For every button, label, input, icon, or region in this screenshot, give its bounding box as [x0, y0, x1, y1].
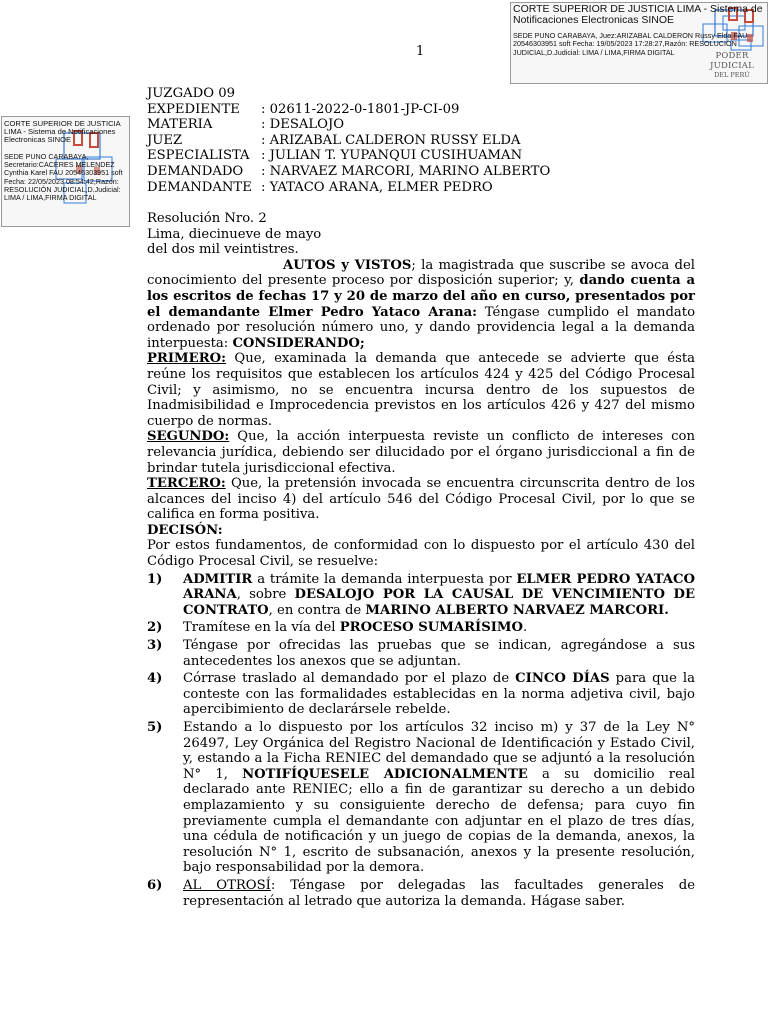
logo-line-1: PODER JUDICIAL	[710, 51, 754, 71]
header-value: : ARIZABAL CALDERON RUSSY ELDA	[261, 132, 521, 148]
considerando-label: SEGUNDO:	[147, 429, 230, 445]
header-label: DEMANDADO	[147, 163, 244, 179]
stamp-details: SEDE PUNO CARABAYA, Secretario:CACERES MELENDEZ Cynthia Karel FAU 20546303951 soft Fecha: 22/05/2023 08:54:42,Razón: RESOLUCIÓN JUDICIAL,D.Judicial: LIMA / LIMA,FIRMA DIGITAL	[4, 152, 123, 203]
considerando-heading: CONSIDERANDO;	[232, 335, 365, 351]
considerando-paragraph: TERCERO: Que, la pretensión invocada se encuentra circunscrita dentro de los alcances del inciso 4) del artículo 546 del Código Procesal Civil, por lo que se califica en forma positiva.	[147, 476, 695, 523]
court-name: JUZGADO 09	[147, 86, 235, 101]
item-number: 5)	[147, 720, 163, 735]
considerando-label: PRIMERO:	[147, 351, 227, 367]
header-value: : NARVAEZ MARCORI, MARINO ALBERTO	[261, 163, 551, 179]
item-number: 4)	[147, 671, 163, 687]
item-number: 2)	[147, 620, 163, 636]
item-text: Córrase traslado al demandado por el plazo de CINCO DÍAS para que la conteste con las formalidades establecidas en la norma adjetiva civil, bajo apercibimiento de declarársele rebelde.	[183, 671, 695, 718]
decision-heading: DECISÓN:	[147, 522, 223, 538]
considerando-paragraph: SEGUNDO: Que, la acción interpuesta reviste un conflicto de intereses con relevancia jurídica, debiendo ser dilucidado por el órgano jurisdiccional a fin de brindar tutela jurisdiccional efectiva.	[147, 429, 695, 476]
header-label: MATERIA	[147, 117, 213, 133]
resolution-title: Resolución Nro. 2	[147, 211, 267, 226]
resolution-date-line-2: del dos mil veintistres.	[147, 242, 299, 258]
header-label: EXPEDIENTE	[147, 101, 240, 117]
page-number: 1	[416, 44, 425, 59]
item-number: 1)	[147, 571, 163, 587]
item-number: 6)	[147, 877, 163, 893]
header-row	[147, 148, 550, 164]
item-text: Estando a lo dispuesto por los artículos 32 inciso m) y 37 de la Ley N° 26497, Ley Orgánica del Registro Nacional de Identificación y Estado Civil, y, estando a la Ficha RENIEC del demandado que se adjuntó a la resolución N° 1, NOTIFÍQUESELE ADICIONALMENTE a su domicilio real declarado ante RENIEC; ello a fin de garantizar su derecho a un debido emplazamiento y su consiguiente derecho de defensa; para cuyo fin previamente cumpla el demandante con adjuntar en el plazo de tres días, una cédula de notificación y un juego de copias de la demanda, anexos, la resolución N° 1, escrito de subsanación, anexos y la presente resolución, bajo responsabilidad por la demora.	[183, 720, 695, 876]
decision-item	[147, 620, 695, 636]
stamp-details: SEDE PUNO CARABAYA, Juez:ARIZABAL CALDERON Russy Elda FAU 20546303951 soft Fecha: 19/05/2023 17:28:27,Razón: RESOLUCIÓN JUDICIAL,D.Judicial: LIMA / LIMA,FIRMA DIGITAL	[513, 31, 748, 57]
header-value: : YATACO ARANA, ELMER PEDRO	[261, 179, 493, 195]
header-value: : 02611-2022-0-1801-JP-CI-09	[261, 101, 460, 117]
considerando-paragraph: PRIMERO: Que, examinada la demanda que antecede se advierte que ésta reúne los requisitos que establecen los artículos 424 y 425 del Código Procesal Civil; y asimismo, no se encuentra incursa dentro de los supuestos de Inadmisibilidad e Improcedencia previstos en los artículos 426 y 427 del mismo cuerpo de normas.	[147, 351, 695, 429]
autos-y-vistos-paragraph: AUTOS y VISTOS; la magistrada que suscribe se avoca del conocimiento del presente proceso por disposición superior; y, dando cuenta a los escritos de fechas 17 y 20 de marzo del año en curso, presentados por el demandante Elmer Pedro Yataco Arana: Téngase cumplido el mandato ordenado por resolución número uno, y dando providencia legal a la demanda interpuesta: CONSIDERANDO;	[147, 257, 696, 351]
stamp-title: CORTE SUPERIOR DE JUSTICIA LIMA - Sistema de Notificaciones Electronicas SINOE	[513, 3, 763, 26]
decision-item	[147, 671, 695, 718]
case-header	[147, 86, 550, 195]
header-row	[147, 102, 550, 118]
digital-signature-stamp-judge	[510, 2, 768, 84]
item-text: Téngase por ofrecidas las pruebas que se indican, agregándose a sus antecedentes los anexos que se adjuntan.	[183, 638, 695, 669]
header-value: : DESALOJO	[261, 117, 345, 133]
logo-line-2: DEL PERÚ	[714, 71, 750, 79]
header-label: ESPECIALISTA	[147, 148, 250, 164]
decision-intro: Por estos fundamentos, de conformidad con lo dispuesto por el artículo 430 del Código Procesal Civil, se resuelve:	[147, 538, 695, 570]
header-label: DEMANDANTE	[147, 179, 252, 195]
decision-item	[147, 572, 695, 619]
header-row	[147, 164, 550, 180]
poder-judicial-logo	[701, 51, 763, 79]
header-row	[147, 180, 550, 196]
decision-item	[147, 720, 695, 876]
decision-item	[147, 878, 695, 909]
resolution-date-line-1: Lima, diecinueve de mayo	[147, 226, 322, 242]
item-number: 3)	[147, 638, 163, 654]
digital-signature-stamp-secretary	[1, 116, 130, 227]
header-value: : JULIAN T. YUPANQUI CUSIHUAMAN	[261, 148, 523, 164]
stamp-title: CORTE SUPERIOR DE JUSTICIA LIMA - Sistema de Notificaciones Electronicas SINOE	[4, 119, 121, 145]
resolution-body	[147, 211, 695, 909]
item-text: AL OTROSÍ: Téngase por delegadas las facultades generales de representación al letrado que autoriza la demanda. Hágase saber.	[183, 877, 695, 909]
decision-item	[147, 638, 695, 669]
header-row	[147, 117, 550, 133]
item-text: ADMITIR a trámite la demanda interpuesta por ELMER PEDRO YATACO ARANA, sobre DESALOJO POR LA CAUSAL DE VENCIMIENTO DE CONTRATO, en contra de MARINO ALBERTO NARVAEZ MARCORI.	[183, 571, 695, 618]
header-row	[147, 133, 550, 149]
item-text: Tramítese en la vía del PROCESO SUMARÍSIMO.	[183, 620, 528, 636]
header-label: JUEZ	[147, 132, 183, 148]
autos-heading: AUTOS y VISTOS	[283, 257, 412, 273]
considerando-label: TERCERO:	[147, 476, 226, 492]
